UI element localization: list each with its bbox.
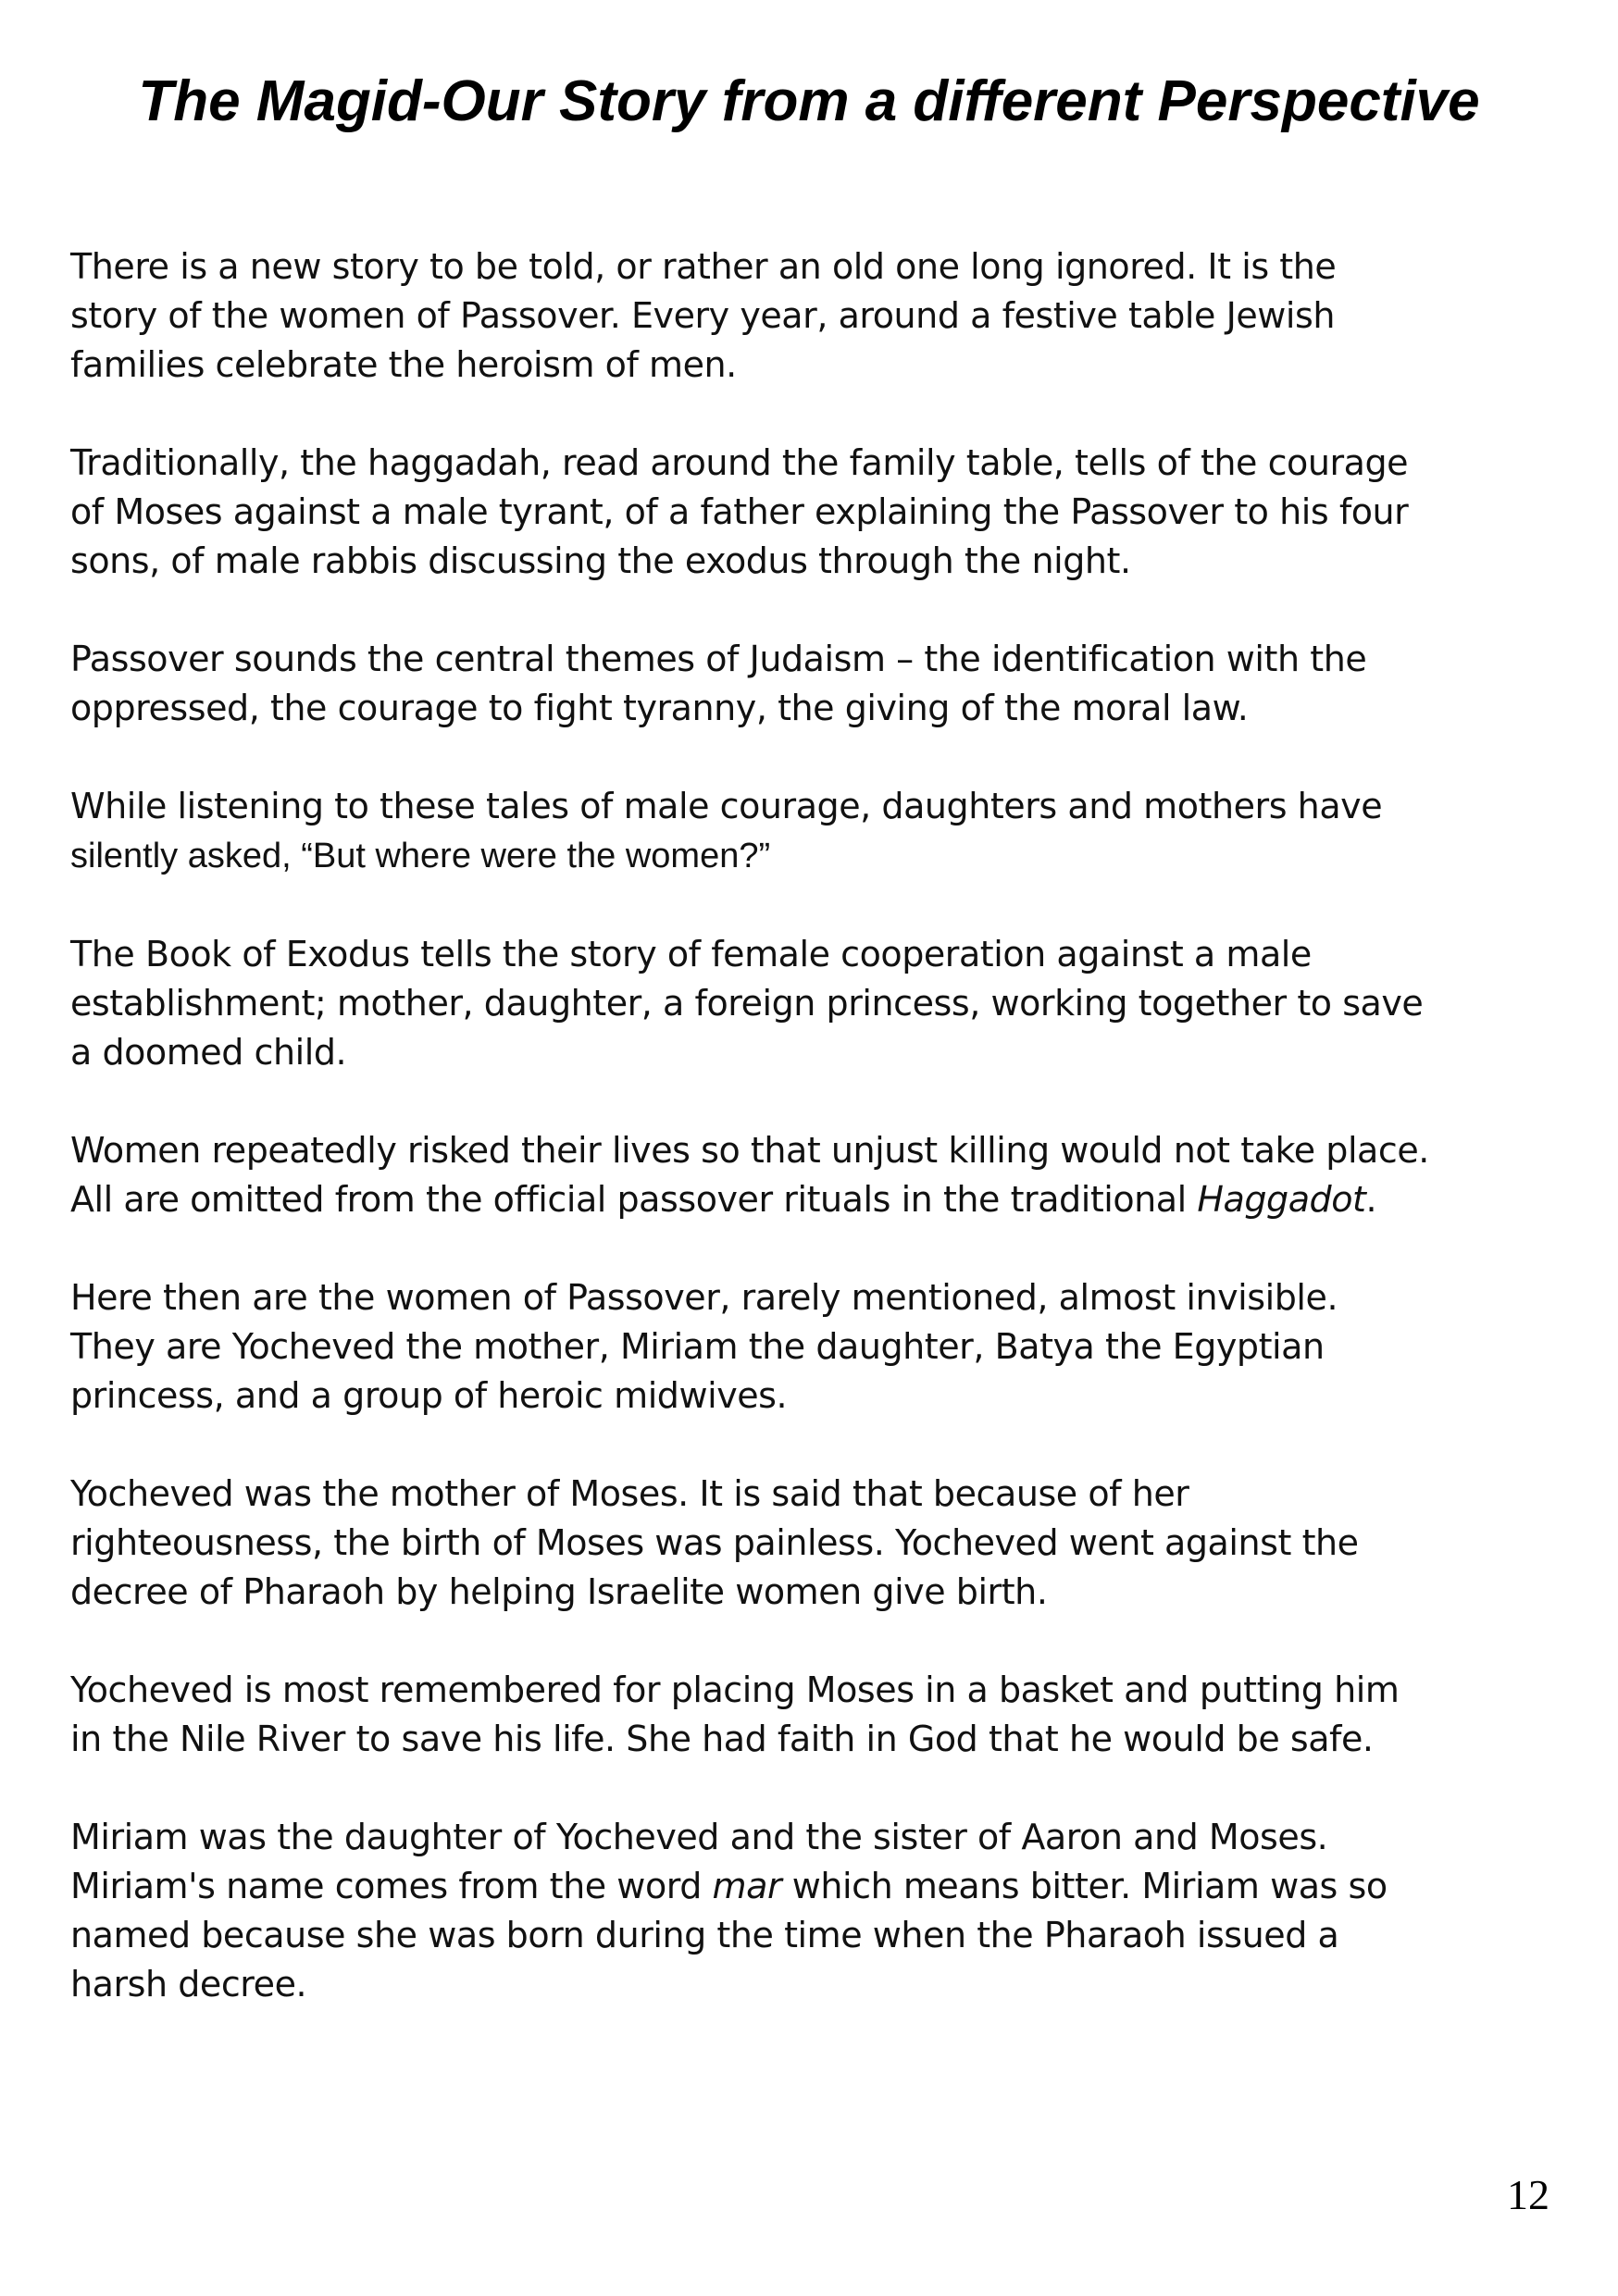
paragraph — [70, 930, 1551, 1077]
text-line — [70, 635, 1551, 684]
text-run: Yocheved was the mother of Moses. It is said that because of her — [70, 1473, 1189, 1514]
paragraph — [70, 1470, 1551, 1617]
text-line — [70, 488, 1551, 537]
text-run: righteousness, the birth of Moses was painless. Yocheved went against the — [70, 1522, 1359, 1563]
text-line — [70, 1273, 1551, 1322]
text-line — [70, 1862, 1551, 1911]
paragraph — [70, 1126, 1551, 1224]
italic-text: Haggadot — [1197, 1179, 1366, 1220]
text-run: While listening to these tales of male courage, daughters and mothers have — [70, 786, 1383, 826]
text-run: harsh decree. — [70, 1964, 307, 2004]
quote-text: silently asked, “But where were the women?” — [70, 837, 771, 875]
text-run: Here then are the women of Passover, rarely mentioned, almost invisible. — [70, 1277, 1338, 1318]
text-line — [70, 292, 1551, 341]
text-line — [70, 1470, 1551, 1519]
text-line — [70, 930, 1551, 979]
text-line — [70, 1371, 1551, 1421]
text-line — [70, 979, 1551, 1028]
paragraph — [70, 1273, 1551, 1421]
page-title: The Magid-Our Story from a different Perspective — [138, 69, 1480, 133]
paragraph — [70, 1666, 1551, 1764]
text-line — [70, 1568, 1551, 1617]
text-line — [70, 1960, 1551, 2009]
text-run: families celebrate the heroism of men. — [70, 344, 737, 385]
text-line — [70, 242, 1551, 292]
page-number: 12 — [1507, 2171, 1550, 2218]
paragraph — [70, 1813, 1551, 2009]
text-line — [70, 1715, 1551, 1764]
text-line — [70, 1519, 1551, 1568]
text-run: which means bitter. Miriam was so — [781, 1866, 1388, 1906]
text-run: Traditionally, the haggadah, read around the family table, tells of the courage — [70, 442, 1409, 483]
text-run: They are Yocheved the mother, Miriam the daughter, Batya the Egyptian — [70, 1326, 1325, 1367]
text-line — [70, 537, 1551, 586]
text-run: decree of Pharaoh by helping Israelite women give birth. — [70, 1571, 1048, 1612]
text-run: a doomed child. — [70, 1032, 347, 1073]
text-line — [70, 1666, 1551, 1715]
text-run: Miriam's name comes from the word — [70, 1866, 713, 1906]
text-line — [70, 439, 1551, 488]
text-run: All are omitted from the official passover rituals in the traditional — [70, 1179, 1198, 1220]
italic-text: mar — [712, 1866, 782, 1906]
text-line — [70, 1322, 1551, 1371]
text-run: establishment; mother, daughter, a foreign princess, working together to save — [70, 983, 1424, 1024]
text-run: story of the women of Passover. Every year, around a festive table Jewish — [70, 295, 1335, 336]
text-run: in the Nile River to save his life. She had faith in God that he would be safe. — [70, 1719, 1374, 1759]
text-run: oppressed, the courage to fight tyranny, the giving of the moral law. — [70, 688, 1249, 728]
text-run: sons, of male rabbis discussing the exodus through the night. — [70, 540, 1131, 581]
text-run: Yocheved is most remembered for placing Moses in a basket and putting him — [70, 1669, 1400, 1710]
text-run: . — [1365, 1179, 1377, 1220]
paragraph — [70, 439, 1551, 586]
text-line — [70, 1028, 1551, 1077]
text-line — [70, 1911, 1551, 1960]
text-run: named because she was born during the time when the Pharaoh issued a — [70, 1915, 1339, 1955]
text-line — [70, 341, 1551, 390]
text-run: Passover sounds the central themes of Judaism – the identification with the — [70, 639, 1367, 679]
text-run: of Moses against a male tyrant, of a father explaining the Passover to his four — [70, 491, 1409, 532]
text-line — [70, 1813, 1551, 1862]
text-line — [70, 1175, 1551, 1224]
text-run: Women repeatedly risked their lives so that unjust killing would not take place. — [70, 1130, 1429, 1171]
text-line — [70, 782, 1551, 831]
text-run: There is a new story to be told, or rather an old one long ignored. It is the — [70, 246, 1337, 287]
paragraph — [70, 635, 1551, 733]
body-text — [70, 242, 1551, 2058]
paragraph — [70, 242, 1551, 390]
text-line — [70, 684, 1551, 733]
text-run: princess, and a group of heroic midwives. — [70, 1375, 788, 1416]
text-run: Miriam was the daughter of Yocheved and the sister of Aaron and Moses. — [70, 1817, 1328, 1857]
text-run: The Book of Exodus tells the story of female cooperation against a male — [70, 934, 1312, 974]
text-line — [70, 831, 1551, 881]
paragraph — [70, 782, 1551, 881]
text-line — [70, 1126, 1551, 1175]
